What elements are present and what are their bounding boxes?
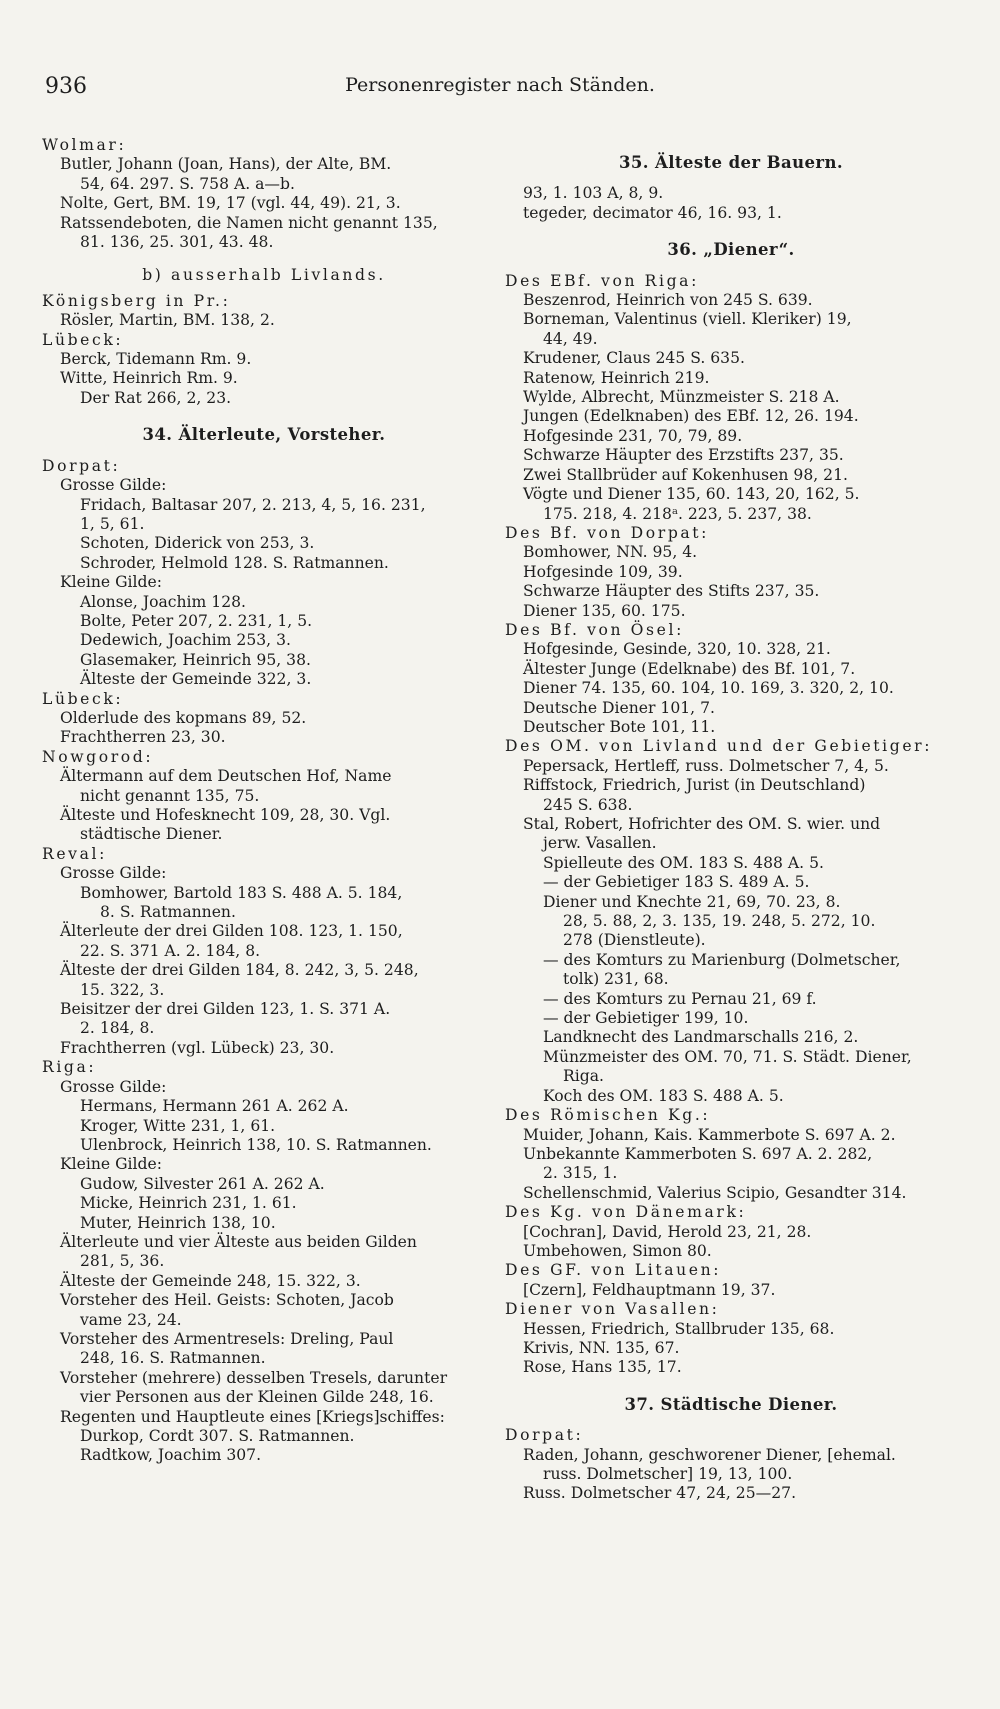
index-line: vame 23, 24. [80,1310,182,1329]
index-line: 15. 322, 3. [80,980,165,999]
index-line: Vorsteher des Heil. Geists: Schoten, Jacob [60,1291,394,1310]
place-heading: Des Römischen Kg.: [505,1106,711,1125]
index-line: Stal, Robert, Hofrichter des OM. S. wier. und [523,815,881,833]
index-line: Unbekannte Kammerboten S. 697 A. 2. 282, [523,1144,873,1163]
index-line: Wylde, Albrecht, Münzmeister S. 218 A. [523,388,840,407]
index-line: nicht genannt 135, 75. [80,786,260,805]
index-line: Kleine Gilde: [60,1155,162,1174]
index-line: Schellenschmid, Valerius Scipio, Gesandter 314. [523,1183,907,1202]
right-column [505,136,957,1504]
index-line: [Cochran], David, Herold 23, 21, 28. [523,1222,812,1241]
index-line: Nolte, Gert, BM. 19, 17 (vgl. 44, 49). 21, 3. [60,194,401,213]
index-line: Gudow, Silvester 261 A. 262 A. [80,1174,325,1193]
index-line: Witte, Heinrich Rm. 9. [60,369,238,388]
index-line: Muider, Johann, Kais. Kammerbote S. 697 A. 2. [523,1125,896,1144]
place-heading: Wolmar: [42,136,127,154]
index-line: Ältester Junge (Edelknabe) des Bf. 101, 7. [523,659,856,678]
index-line: Butler, Johann (Joan, Hans), der Alte, BM. [60,155,392,174]
index-line: Münzmeister des OM. 70, 71. S. Städt. Diener, [543,1047,912,1066]
index-line: Deutscher Bote 101, 11. [523,717,716,736]
index-line: städtische Diener. [80,825,223,844]
index-line: Vögte und Diener 135, 60. 143, 20, 162, 5. [523,485,860,504]
index-line: 248, 16. S. Ratmannen. [80,1349,266,1368]
index-line: Schwarze Häupter des Erzstifts 237, 35. [523,446,844,465]
running-header: Personenregister nach Ständen. [345,74,655,96]
index-line: Russ. Dolmetscher 47, 24, 25—27. [523,1484,797,1503]
index-line: Schroder, Helmold 128. S. Ratmannen. [80,553,389,572]
index-line: Bomhower, Bartold 183 S. 488 A. 5. 184, [80,883,403,902]
index-line: tolk) 231, 68. [563,970,669,989]
place-heading: Lübeck: [42,689,124,708]
index-line: Durkop, Cordt 307. S. Ratmannen. [80,1427,355,1445]
index-line: Vorsteher (mehrere) desselben Tresels, darunter [60,1368,448,1387]
index-line: Der Rat 266, 2, 23. [80,388,232,407]
place-heading: Reval: [42,844,107,863]
left-column [42,136,486,1466]
index-line: Pepersack, Hertleff, russ. Dolmetscher 7, 4, 5. [523,756,889,775]
index-line: Krivis, NN. 135, 67. [523,1338,680,1357]
index-line: Olderlude des kopmans 89, 52. [60,708,307,727]
index-line: 22. S. 371 A. 2. 184, 8. [80,941,261,960]
index-line: Raden, Johann, geschworener Diener, [ehemal. [523,1445,896,1464]
index-line: Zwei Stallbrüder auf Kokenhusen 98, 21. [523,465,848,484]
section-heading: 36. „Diener“. [667,240,795,260]
index-line: 175. 218, 4. 218ᵃ. 223, 5. 237, 38. [543,504,812,523]
place-heading: Dorpat: [42,456,121,475]
index-line: Älteste der Gemeinde 248, 15. 322, 3. [60,1271,361,1290]
index-line: [Czern], Feldhauptmann 19, 37. [523,1280,776,1299]
index-line: Umbehowen, Simon 80. [523,1241,712,1260]
section-heading: 37. Städtische Diener. [624,1394,838,1414]
index-line: tegeder, decimator 46, 16. 93, 1. [523,203,782,222]
index-line: Hofgesinde 231, 70, 79, 89. [523,426,743,445]
index-line: Hermans, Hermann 261 A. 262 A. [80,1097,349,1116]
index-line: Rösler, Martin, BM. 138, 2. [60,311,275,330]
index-line: Älteste der Gemeinde 322, 3. [80,670,312,689]
index-line: Spielleute des OM. 183 S. 488 A. 5. [543,853,824,872]
index-line: Bomhower, NN. 95, 4. [523,543,698,562]
place-heading: Des Kg. von Dänemark: [505,1203,747,1222]
index-line: Kleine Gilde: [60,573,162,592]
index-line: Kroger, Witte 231, 1, 61. [80,1116,276,1135]
index-line: 1, 5, 61. [80,514,145,533]
index-line: Vorsteher des Armentresels: Dreling, Paul [60,1329,394,1348]
index-line: Älteste der drei Gilden 184, 8. 242, 3, 5. 248, [60,961,419,980]
index-line: Koch des OM. 183 S. 488 A. 5. [543,1086,784,1105]
index-line: — des Komturs zu Pernau 21, 69 f. [543,989,817,1008]
index-line: Berck, Tidemann Rm. 9. [60,350,252,369]
index-line: 81. 136, 25. 301, 43. 48. [80,233,274,252]
index-line: 93, 1. 103 A, 8, 9. [523,184,664,203]
index-line: Borneman, Valentinus (viell. Kleriker) 19, [523,310,852,329]
index-line: Grosse Gilde: [60,476,167,495]
place-heading: Des EBf. von Riga: [505,271,699,290]
index-line: 54, 64. 297. S. 758 A. a—b. [80,174,295,193]
index-line: Älteste und Hofesknecht 109, 28, 30. Vgl. [60,806,391,824]
index-line: Micke, Heinrich 231, 1. 61. [80,1194,297,1213]
index-line: Muter, Heinrich 138, 10. [80,1213,276,1232]
index-line: Diener 135, 60. 175. [523,601,686,620]
index-line: Grosse Gilde: [60,1077,167,1096]
index-line: Beszenrod, Heinrich von 245 S. 639. [523,291,813,310]
subsection-heading: b) ausserhalb Livlands. [142,266,386,285]
page-number: 936 [45,74,87,99]
place-heading: Des GF. von Litauen: [505,1261,722,1280]
index-line: Grosse Gilde: [60,864,167,883]
index-line: Bolte, Peter 207, 2. 231, 1, 5. [80,611,313,630]
place-heading: Nowgorod: [42,747,154,766]
index-line: Alonse, Joachim 128. [80,592,246,611]
index-line: vier Personen aus der Kleinen Gilde 248, 16. [80,1388,434,1407]
index-line: Schoten, Diderick von 253, 3. [80,534,315,553]
index-line: Frachtherren (vgl. Lübeck) 23, 30. [60,1038,335,1057]
index-line: Radtkow, Joachim 307. [80,1446,262,1465]
index-line: 278 (Dienstleute). [563,931,706,950]
index-line: 281, 5, 36. [80,1252,165,1271]
section-heading: 35. Älteste der Bauern. [618,153,844,172]
index-line: Ratenow, Heinrich 219. [523,368,710,387]
index-line: Riffstock, Friedrich, Jurist (in Deutschland) [523,776,866,795]
index-line: Älterleute der drei Gilden 108. 123, 1. 150, [60,922,403,941]
index-line: — des Komturs zu Marienburg (Dolmetscher, [543,950,901,969]
place-heading: Riga: [42,1058,97,1077]
index-line: Diener und Knechte 21, 69, 70. 23, 8. [543,892,841,911]
place-heading: Des Bf. von Ösel: [505,620,684,639]
index-line: Ältermann auf dem Deutschen Hof, Name [60,767,392,786]
index-line: Ulenbrock, Heinrich 138, 10. S. Ratmannen. [80,1135,432,1154]
place-heading: Dorpat: [505,1426,584,1445]
index-line: Rose, Hans 135, 17. [523,1358,682,1377]
place-heading: Des OM. von Livland und der Gebietiger: [505,737,933,756]
place-heading: Diener von Vasallen: [505,1300,720,1319]
place-heading: Königsberg in Pr.: [42,291,231,310]
index-line: Riga. [563,1067,604,1086]
index-line: Hessen, Friedrich, Stallbruder 135, 68. [523,1319,835,1338]
index-line: 2. 315, 1. [543,1164,618,1183]
index-line: Glasemaker, Heinrich 95, 38. [80,650,311,669]
index-line: 28, 5. 88, 2, 3. 135, 19. 248, 5. 272, 10. [563,912,876,931]
index-line: Krudener, Claus 245 S. 635. [523,349,745,368]
index-line: russ. Dolmetscher] 19, 13, 100. [543,1465,793,1483]
index-line: 245 S. 638. [543,795,633,814]
index-line: Älterleute und vier Älteste aus beiden Gilden [60,1232,417,1251]
index-line: Hofgesinde 109, 39. [523,562,683,581]
index-line: 44, 49. [543,329,598,348]
index-line: Diener 74. 135, 60. 104, 10. 169, 3. 320, 2, 10. [523,679,894,698]
index-line: Regenten und Hauptleute eines [Kriegs]schiffes: [60,1407,445,1426]
index-line: Landknecht des Landmarschalls 216, 2. [543,1028,859,1047]
index-line: — der Gebietiger 183 S. 489 A. 5. [543,873,810,892]
index-line: Schwarze Häupter des Stifts 237, 35. [523,582,820,601]
index-line: — der Gebietiger 199, 10. [543,1009,749,1028]
place-heading: Lübeck: [42,330,124,349]
index-line: Beisitzer der drei Gilden 123, 1. S. 371 A. [60,1000,391,1019]
index-line: Frachtherren 23, 30. [60,728,226,747]
section-heading: 34. Älterleute, Vorsteher. [142,425,386,445]
place-heading: Des Bf. von Dorpat: [505,523,710,542]
index-line: Dedewich, Joachim 253, 3. [80,631,291,650]
index-line: 2. 184, 8. [80,1019,155,1038]
index-line: Fridach, Baltasar 207, 2. 213, 4, 5, 16. 231, [80,495,426,514]
index-line: 8. S. Ratmannen. [100,903,236,922]
index-line: Hofgesinde, Gesinde, 320, 10. 328, 21. [523,640,831,659]
index-line: Deutsche Diener 101, 7. [523,698,715,717]
index-line: Ratssendeboten, die Namen nicht genannt 135, [60,213,438,232]
index-line: Jungen (Edelknaben) des EBf. 12, 26. 194. [523,407,859,426]
index-line: jerw. Vasallen. [543,834,657,853]
